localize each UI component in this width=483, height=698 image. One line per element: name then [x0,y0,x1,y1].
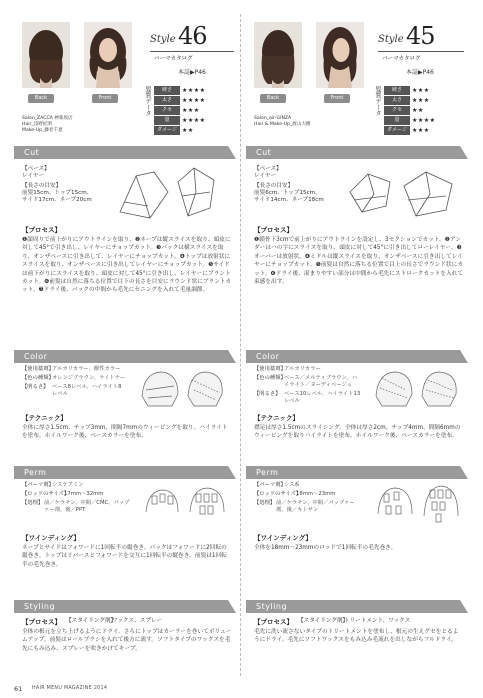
color-tech-title: 【テクニック】 [254,414,299,422]
cut-base-value: レイヤー [22,173,45,179]
cut-length-line: 前髪15cm、トップ15cm、 [22,190,93,196]
cut-diagram [346,162,460,222]
styling-process-title: 【プロセス】 [254,618,293,626]
cut-title: Cut [24,148,40,157]
rating-stars: ★★ [182,127,194,134]
rating-stars: ★★★★ [182,87,206,94]
rating-key: 量 [154,116,180,125]
category-label: パーマカタログ [154,56,193,62]
rating-stars: ★★★★ [182,117,206,124]
perm-key: 【処理】 [22,500,44,506]
color-row [22,384,126,398]
rating-key: クセ [154,106,180,115]
credit-makeup: Make-Up_藤巻千恵 [22,128,63,133]
cut-process-title: 【プロセス】 [22,226,61,234]
perm-diagram [142,482,228,526]
styling-process-title: 【プロセス】 [22,618,61,626]
rating-key: 量 [384,116,410,125]
back-photo [254,22,302,88]
style-46-column [14,14,236,676]
styling-title: Styling [24,602,56,611]
style-number: 45 [406,22,435,50]
cut-process-text: ❶顔周りで前上がりにアウトラインを取り、❷ネープは縦スライスを取り、頭皮に対して45°で引き出し、レイヤーにチョップカット。❸バックは横スライスを取り、オンザベースに引き出して、レイヤーにチョップカット。❹トップは放射状にスライスを取り、オンザベースに引き出してレイヤーにチョップカット。❺サイドは前下がりにスライスを取り、頭皮に対して45°に引き出し、レイヤーにブラントカット。❻前髪は自然に落ちる位置で目下の長さを目安にラウンド状にブラントカット。❼ドライ後、バックの中間から毛先にセニングを入れて毛量調節。 [22,237,232,294]
credit-hair: Hair_浅野紀明 [22,122,53,127]
color-key: 【色の種類】 [22,375,54,381]
cut-process-text: ❶鎖骨下3cmで前上がりにアウトラインを設定し、3セクションでカット。❷アンダーはハの字にスライスを取り、頭皮に対して45°に引き出してローレイヤー。❸オーバーは放射状。❹ミドルは縦スライスを取り、オンザベースに引き出してレイヤーにチョップカット。❺前髪は自然に落ちる位置で目上の長さでラウンド状にカット。❻ドライ後、湿まりやすい部分は中間から毛先にストロークカットを入れて束感を出す。 [254,237,464,286]
category-rule [378,51,464,52]
color-row [22,366,126,373]
color-row [254,375,362,389]
cut-diagram [114,162,226,222]
credits [254,116,311,128]
cut-length-label: 【長さの目安】 [254,183,294,189]
back-tag: Back [260,94,286,103]
front-tag: Front [324,94,350,103]
styling-agent-value: トリートメント、ワックス [344,618,411,624]
credit-salon: Salon_ZACCA 神楽坂店 [22,116,73,121]
color-diagram [136,366,228,410]
styling-text: 全体の根元を立ち上げるようにドライ。さらにトップはカーラーを巻いてボリュームアップ。前髪はロールブラシを入れて後方に流す。ソフトタイプのワックスを毛先にもみ込み、スプレーを吹きかけてキープ。 [22,629,232,652]
back-photo [22,22,70,88]
style-45-column [246,14,468,676]
rating-key: 太さ [384,96,410,105]
category-rule [150,51,234,52]
perm-title: Perm [256,468,279,477]
style-number: 46 [178,22,207,50]
perm-row [22,500,132,514]
styling-agent-value: ワックス、スプレー [112,618,162,624]
front-photo [84,22,132,88]
perm-row [22,491,132,498]
perm-wind-text: 全体を18mm〜23mmのロッドで1回転半の毛先巻き。 [254,545,397,551]
perm-value: 18mm〜23mm [296,491,336,497]
page-ref: 本誌▶P46 [178,69,206,76]
color-value: ベース8レベル、ハイライト8レベル [52,384,122,397]
cut-length-line: サイド14cm、ネープ18cm [254,197,324,203]
color-value: アルカリカラー、酸性カラー [52,366,121,372]
rating-key: 硬さ [384,86,410,95]
style-word: Style [378,34,404,45]
perm-row [254,500,364,514]
color-key: 【明るさ】 [254,391,281,397]
front-photo [316,22,364,88]
styling-section-bar [246,600,468,613]
color-value: オレンジブラウン、ライトナー [52,375,126,381]
perm-title: Perm [24,468,47,477]
color-title: Color [24,352,48,361]
category-label: パーマカタログ [382,56,421,62]
color-tech-text: 襟足は厚さ1.5cmのスライシング。全体は厚さ2cm、チップ4mm、間隔6mmのウィービングを取りハイライトを塗布。ホイルワーク後、ベースカラーを塗布。 [254,425,461,440]
rating-stars: ★★★★ [182,97,206,104]
color-row [254,366,362,373]
rating-key: クセ [384,106,410,115]
perm-value: 前／ケラチン、中間／CMC、パップァー剤、後／PPT [44,500,130,513]
color-value: ベース／メルティブラウン、ハイライト／ヌーディベージュ [284,375,358,388]
perm-value: 17mm〜32mm [64,491,104,497]
color-row [254,391,362,405]
perm-value: 前／ケラチン、中間／パップァー剤、後／キトサン [276,500,355,513]
cut-section-bar [246,146,468,159]
color-section-bar [14,350,236,363]
front-tag: Front [92,94,118,103]
color-row [22,375,126,382]
perm-section-bar [14,466,236,479]
perm-value: シス系 [284,482,300,488]
perm-wind-title: 【ワインディング】 [22,534,80,542]
rating-key: 硬さ [154,86,180,95]
color-value: ベース10レベル、ハイライト13レベル [284,391,361,404]
perm-table [22,482,132,516]
perm-key: 【ロッドのサイズ】 [254,491,302,497]
color-table [22,366,126,400]
page-number: 61 [14,685,23,693]
styling-title: Styling [256,602,288,611]
cut-length-line: 前髪6cm、トップ15cm、 [254,190,321,196]
credit-salon: Salon_air-GINZA [254,116,292,121]
color-title: Color [256,352,280,361]
styling-text: 毛先に洗い流さないタイプのトリートメントを塗布し、根元の生えグセをとるようにドライ。毛先にソフトワックスをもみ込み毛流れを出しながらフルドライ。 [254,629,459,644]
cut-title: Cut [256,148,272,157]
perm-row [22,482,132,489]
magazine-name: HAIR MENU MAGAZINE 2014 [32,686,108,691]
perm-key: 【パーマ剤】 [254,482,286,488]
cut-base-label: 【ベース】 [254,166,282,172]
rating-stars: ★★★ [182,107,200,114]
cut-base-label: 【ベース】 [22,166,50,172]
perm-diagram [374,480,462,530]
color-table [254,366,362,407]
rating-key: ダメージ [384,126,410,135]
styling-agent-label: 【スタイリング剤】 [298,618,349,624]
styling-section-bar [14,600,236,613]
color-section-bar [246,350,468,363]
perm-wind-text: ネープとサイドはフォワードに1回転半の縦巻き。バックはフォワードに2回転の縦巻き。トップはリバースとフォワードを交互に1回転半の縦巻き。前髪は1回転半の毛先巻き。 [22,545,227,568]
color-tech-text: 全体に厚さ1.5cm、チップ3mm、間隔7mmのウィービングを取り、ハイライトを塗布。ホイルワーク後、ベースカラーを塗布。 [22,425,228,440]
credit-hair-makeup: Hair & Make-Up_渡山大樹 [254,122,311,127]
cut-base-value: レイヤー [254,173,277,179]
color-diagram [370,366,462,410]
hair-data-label: 髪質データ [374,86,381,116]
rating-stars: ★★★ [412,97,430,104]
rating-stars: ★★★ [412,87,430,94]
perm-table [254,482,364,516]
perm-value: システアミン [52,482,84,488]
styling-agent-label: 【スタイリング剤】 [66,618,117,624]
column-divider [240,14,241,676]
rating-stars: ★★★ [412,127,430,134]
color-tech-title: 【テクニック】 [22,414,67,422]
color-key: 【明るさ】 [22,384,49,390]
rating-stars: ★★ [412,107,424,114]
cut-process-title: 【プロセス】 [254,226,293,234]
perm-section-bar [246,466,468,479]
style-word: Style [150,34,176,45]
hair-data-label: 髪質データ [144,86,151,116]
perm-row [254,482,364,489]
color-key: 【色の種類】 [254,375,286,381]
rating-key: ダメージ [154,126,180,135]
cut-length-label: 【長さの目安】 [22,183,62,189]
rating-key: 太さ [154,96,180,105]
perm-wind-title: 【ワインディング】 [254,534,312,542]
back-tag: Back [28,94,54,103]
credits [22,116,73,134]
color-key: 【使用薬剤】 [22,366,54,372]
color-key: 【使用薬剤】 [254,366,286,372]
perm-key: 【処理】 [254,500,276,506]
perm-row [254,491,364,498]
page-ref: 本誌▶P46 [406,69,434,76]
cut-length-line: サイド17cm、ネープ20cm [22,197,92,203]
perm-key: 【パーマ剤】 [22,482,54,488]
perm-key: 【ロッドのサイズ】 [22,491,70,497]
cut-section-bar [14,146,236,159]
color-value: アルカリカラー [284,366,321,372]
rating-stars: ★★★★ [412,117,436,124]
